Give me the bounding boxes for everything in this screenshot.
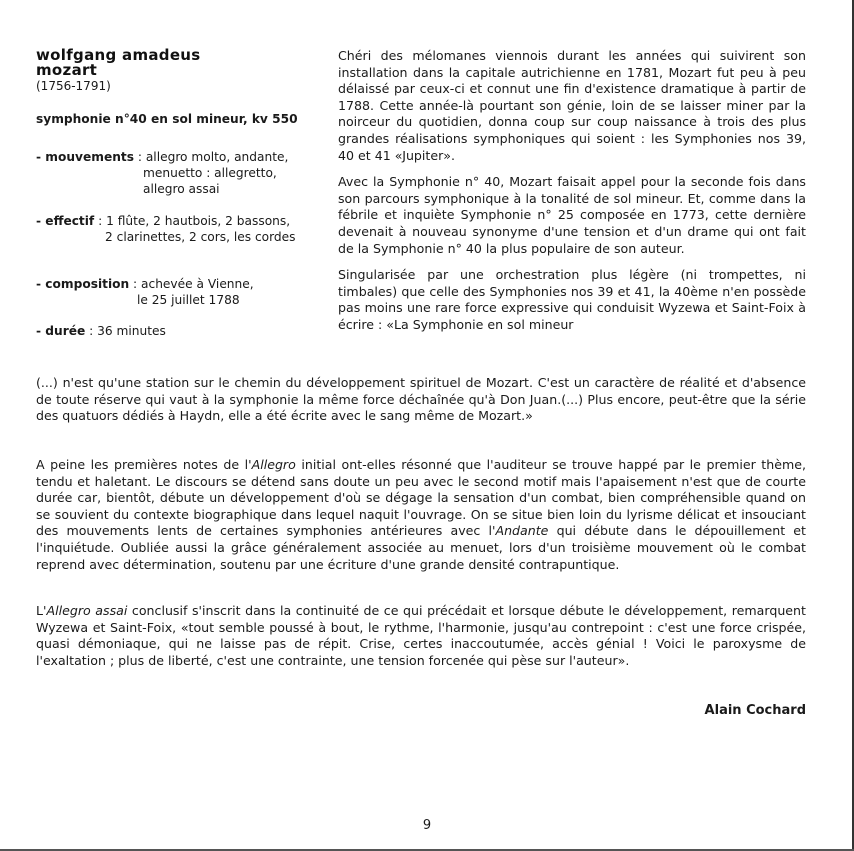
composition-entry <box>36 276 326 308</box>
paragraph-3-continued-block <box>36 375 806 425</box>
p4-part-a: A peine les premières notes de l' <box>36 457 252 472</box>
composition-line1: : achevée à Vienne, <box>129 277 254 291</box>
effectif-label: - effectif <box>36 214 95 228</box>
paragraph-4 <box>36 457 806 573</box>
composition-line2: le 25 juillet 1788 <box>137 293 240 307</box>
mouvements-line3: allegro assai <box>143 182 220 196</box>
composition-label: - composition <box>36 277 130 291</box>
mouvements-line1: : allegro molto, andante, <box>133 150 289 164</box>
duree-entry <box>36 323 326 339</box>
duree-label: - durée <box>36 324 86 338</box>
paragraph-5-block <box>36 603 806 669</box>
paragraph-5 <box>36 603 806 669</box>
composer-name-line2: mozart <box>36 61 98 79</box>
paragraph-3-start: Singularisée par une orchestration plus légère (ni trompettes, ni timbales) que celle des Symphonies nos 39 et 41, la 40ème n'en possède pas moins une rare force expressive qui conduisit Wyzewa et Saint-Foix à écrire : «La Symphonie en sol mineur <box>338 267 806 332</box>
paragraph-2: Avec la Symphonie n° 40, Mozart faisait appel pour la seconde fois dans son parcours symphonique à la tonalité de sol mineur. Et, comme dans la fébrile et inquiète Symphonie n° 25 composée en 1773, cette dernière devenait à nouveau synonyme d'une tension et d'un drame qui ont fait de la Symphonie n° 40 la plus populaire de son auteur. <box>338 174 806 256</box>
p5-part-a: L' <box>36 603 47 618</box>
p4-allegro: Allegro <box>251 457 296 472</box>
composer-name-line1: wolfgang amadeus <box>36 46 201 64</box>
work-title: symphonie n°40 en sol mineur, kv 550 <box>36 112 298 126</box>
page-number: 9 <box>422 818 432 833</box>
p5-allegro-assai: Allegro assai <box>46 603 128 618</box>
effectif-line2: 2 clarinettes, 2 cors, les cordes <box>105 230 296 244</box>
author-signature: Alain Cochard <box>704 703 806 718</box>
mouvements-entry <box>36 149 326 197</box>
work-info <box>36 48 326 127</box>
effectif-line1: : 1 flûte, 2 hautbois, 2 bassons, <box>94 214 291 228</box>
body-right-column <box>338 48 806 334</box>
p5-part-b: conclusif s'inscrit dans la continuité de ce qui précédait et lorsque débute le développement, remarquent Wyzewa et Saint-Foix, «tout semble poussé à bout, le rythme, l'harmonie, jusqu'au contrepoint : c'est une force crispée, quasi démoniaque, qui ne laisse pas de répit. Crise, certes inaccoutumée, accès génial ! Voici le paroxysme de l'exaltation ; plus de liberté, c'est une contrainte, une tension forcenée qui pèse sur l'auteur». <box>36 603 806 668</box>
paragraph-4-block <box>36 457 806 573</box>
p4-part-b: initial ont-elles résonné que l'auditeur se trouve happé par le premier thème, tendu et haletant. Le discours se détend sans doute un peu avec le second motif mais l'apaisement n'est que de courte durée car, bientôt, débute un développement d'où se dégage la sensation d'un combat, bien compréhensible quand on se souvient du contexte biographique dans lequel naquit l'ouvrage. On se situe bien loin du lyrisme délicat et insouciant des mouvements lents de certaines symphonies antérieures avec l' <box>36 457 806 539</box>
p4-andante: Andante <box>495 523 549 539</box>
paragraph-1: Chéri des mélomanes viennois durant les années qui suivirent son installation dans la capitale autrichienne en 1781, Mozart fut peu à peu délaissé par ceux-ci et connut une fin d'existence dramatique à partir de 1788. Cette année-là pourtant son génie, loin de se laisser miner par la noirceur du quotidien, donna coup sur coup naissance à trois des plus grandes réalisations symphoniques qui soient : les Symphonies nos 39, 40 et 41 «Jupiter». <box>338 48 806 163</box>
duree-value: : 36 minutes <box>85 324 166 338</box>
composer-dates: (1756-1791) <box>36 79 111 93</box>
paragraph-3-continued: (...) n'est qu'une station sur le chemin du développement spirituel de Mozart. C'est un caractère de réalité et d'absence de toute réserve qui vaut à la symphonie la même force déchaînée qu'à Don Juan.(...) Plus encore, peut-être que la série des quatuors dédiés à Haydn, elle a été écrite avec le sang même de Mozart.» <box>36 375 806 424</box>
p4-part-c: qui débute dans le dépouillement et l'inquiétude. Oubliée aussi la grâce généralement associée au menuet, lors d'un troisième mouvement où le combat reprend avec détermination, soutenu par une écriture d'une grande densité contrapuntique. <box>36 523 806 572</box>
effectif-entry <box>36 213 326 245</box>
mouvements-label: - mouvements <box>36 150 134 164</box>
mouvements-line2: menuetto : allegretto, <box>143 166 277 180</box>
